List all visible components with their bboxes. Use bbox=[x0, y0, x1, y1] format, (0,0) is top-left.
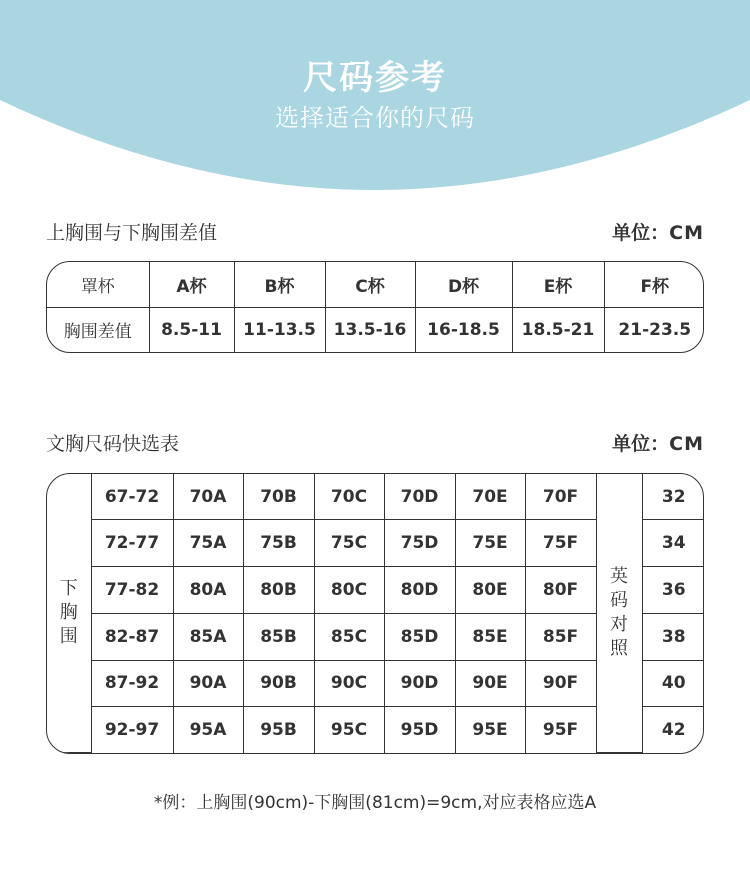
underbust-range-cell: 67-72 bbox=[91, 474, 173, 520]
size-cell: 70B bbox=[243, 474, 314, 520]
quick-table-unit bbox=[612, 429, 704, 456]
table-cell: B杯 bbox=[234, 262, 325, 307]
uk-size-cell: 36 bbox=[642, 566, 704, 613]
uk-size-cell: 38 bbox=[642, 613, 704, 660]
uk-size-label-char: 对 bbox=[610, 614, 628, 635]
size-cell: 80A bbox=[173, 566, 243, 613]
size-cell: 75C bbox=[314, 520, 384, 567]
cup-diff-section-title: 上胸围与下胸围差值 bbox=[46, 222, 218, 244]
underbust-label-char: 胸 bbox=[59, 602, 78, 623]
size-table-body bbox=[47, 474, 704, 753]
underbust-label bbox=[47, 474, 91, 753]
underbust-range-cell: 87-92 bbox=[91, 660, 173, 707]
uk-size-label-char: 照 bbox=[610, 638, 628, 659]
size-cell: 85D bbox=[384, 613, 455, 660]
size-cell: 80E bbox=[455, 566, 525, 613]
quick-table-section-title: 文胸尺码快选表 bbox=[46, 433, 180, 455]
table-row bbox=[47, 262, 704, 307]
size-cell: 70E bbox=[455, 474, 525, 520]
table-cell: E杯 bbox=[512, 262, 604, 307]
uk-size-label bbox=[596, 474, 642, 753]
unit-label: 单位： bbox=[612, 433, 670, 455]
size-cell: 95B bbox=[243, 707, 314, 753]
page-subtitle: 选择适合你的尺码 bbox=[275, 104, 475, 132]
table-cell: 11-13.5 bbox=[234, 307, 325, 352]
underbust-range-cell: 92-97 bbox=[91, 707, 173, 753]
size-cell: 70C bbox=[314, 474, 384, 520]
size-quick-table bbox=[46, 473, 704, 754]
uk-size-cell: 42 bbox=[642, 707, 704, 753]
table-cell: D杯 bbox=[415, 262, 512, 307]
size-cell: 70F bbox=[525, 474, 596, 520]
table-cell: 16-18.5 bbox=[415, 307, 512, 352]
table-cell: 13.5-16 bbox=[325, 307, 415, 352]
size-cell: 85F bbox=[525, 613, 596, 660]
size-cell: 90E bbox=[455, 660, 525, 707]
size-cell: 70D bbox=[384, 474, 455, 520]
uk-size-cell: 32 bbox=[642, 474, 704, 520]
size-cell: 80B bbox=[243, 566, 314, 613]
footnote-example: *例：上胸围(90cm)-下胸围(81cm)=9cm,对应表格应选A bbox=[153, 793, 597, 813]
size-cell: 90F bbox=[525, 660, 596, 707]
row-header-diff: 胸围差值 bbox=[47, 307, 149, 352]
uk-size-cell: 34 bbox=[642, 520, 704, 567]
page-title: 尺码参考 bbox=[303, 58, 447, 98]
underbust-range-cell: 77-82 bbox=[91, 566, 173, 613]
size-cell: 95C bbox=[314, 707, 384, 753]
table-cell: C杯 bbox=[325, 262, 415, 307]
size-cell: 95F bbox=[525, 707, 596, 753]
size-cell: 95A bbox=[173, 707, 243, 753]
table-cell: A杯 bbox=[149, 262, 234, 307]
size-cell: 75B bbox=[243, 520, 314, 567]
unit-value: CM bbox=[669, 222, 704, 244]
size-cell: 85B bbox=[243, 613, 314, 660]
cup-diff-table bbox=[46, 261, 704, 353]
table-cell: 18.5-21 bbox=[512, 307, 604, 352]
size-cell: 75F bbox=[525, 520, 596, 567]
table-row bbox=[47, 307, 704, 352]
size-cell: 90A bbox=[173, 660, 243, 707]
table-cell: F杯 bbox=[604, 262, 704, 307]
size-cell: 85A bbox=[173, 613, 243, 660]
size-cell: 80D bbox=[384, 566, 455, 613]
size-cell: 80C bbox=[314, 566, 384, 613]
row-header-cup: 罩杯 bbox=[47, 262, 149, 307]
cup-diff-unit bbox=[612, 218, 704, 245]
uk-size-label-char: 码 bbox=[610, 590, 628, 611]
size-cell: 90C bbox=[314, 660, 384, 707]
unit-label: 单位： bbox=[612, 222, 670, 244]
underbust-label-char: 围 bbox=[59, 626, 78, 647]
size-cell: 75E bbox=[455, 520, 525, 567]
size-cell: 70A bbox=[173, 474, 243, 520]
table-cell: 8.5-11 bbox=[149, 307, 234, 352]
size-cell: 95E bbox=[455, 707, 525, 753]
uk-size-cell: 40 bbox=[642, 660, 704, 707]
size-cell: 90D bbox=[384, 660, 455, 707]
size-cell: 85C bbox=[314, 613, 384, 660]
header-banner bbox=[0, 0, 750, 200]
unit-value: CM bbox=[669, 433, 704, 455]
underbust-range-cell: 72-77 bbox=[91, 520, 173, 567]
size-cell: 85E bbox=[455, 613, 525, 660]
size-cell: 80F bbox=[525, 566, 596, 613]
size-cell: 75A bbox=[173, 520, 243, 567]
table-cell: 21-23.5 bbox=[604, 307, 704, 352]
table-row bbox=[47, 474, 704, 520]
size-cell: 90B bbox=[243, 660, 314, 707]
size-cell: 95D bbox=[384, 707, 455, 753]
underbust-label-char: 下 bbox=[59, 578, 78, 599]
size-cell: 75D bbox=[384, 520, 455, 567]
underbust-range-cell: 82-87 bbox=[91, 613, 173, 660]
uk-size-label-char: 英 bbox=[610, 566, 628, 587]
